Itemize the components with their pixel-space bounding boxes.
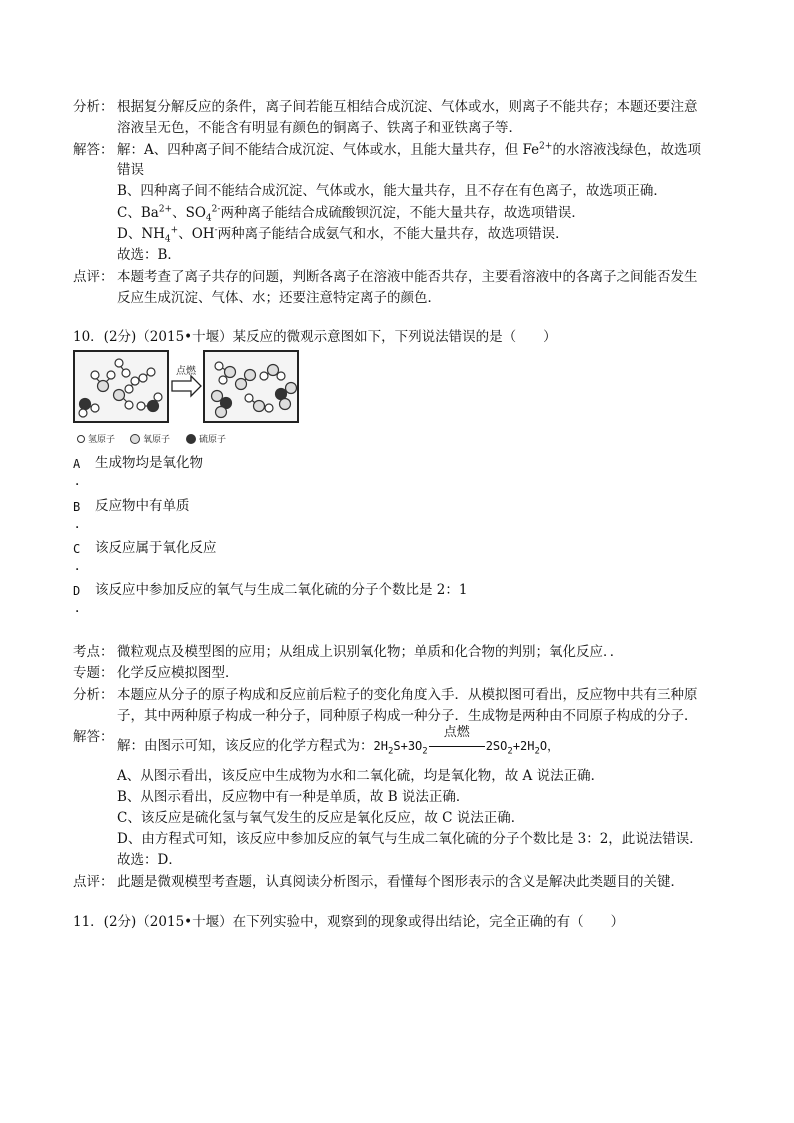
eq-condition: 点燃 (443, 725, 470, 740)
legend-hydrogen: 氢原子 (88, 435, 116, 445)
q10-answer-choice: 故选：D． (117, 852, 182, 868)
q10-zhuanti: 化学反应模拟图型． (117, 665, 239, 681)
q9-comment-line2: 反应生成沉淀、气体、水；还要注意特定离子的颜色． (117, 290, 441, 306)
q9-analysis-line1: 根据复分解反应的条件，离子间若能互相结合成沉淀、气体或水，则离子不能共存；本题还要注意 (117, 99, 698, 115)
q10-kaodian: 微粒观点及模型图的应用；从组成上识别氧化物；单质和化合物的判别；氧化反应．． (117, 644, 624, 660)
q10-kaodian-label: 考点： (73, 644, 114, 660)
q9-answer-c: C、$Ba^{2+}$、$SO_4^{2-}$两种离子能结合成硫酸钡沉淀，不能大量共存，故选项错误． (117, 204, 585, 224)
option-d-text: 该反应中参加反应的氧气与生成二氧化硫的分子个数比是 2：1 (95, 582, 468, 598)
option-a-letter: A (73, 457, 81, 471)
q10-answer-intro: 解：由图示可知，该反应的化学方程式为：$2H_2S+3O_2$ 点燃 $2SO_2+2H_2O$， (117, 725, 560, 757)
option-b-letter: B (73, 500, 81, 514)
q10-analysis-label: 分析： (73, 687, 114, 703)
q10-answer-label: 解答： (73, 729, 114, 745)
option-a-text: 生成物均是氧化物 (95, 455, 203, 471)
q9-analysis-label: 分析： (73, 99, 114, 115)
q9-answer-b: B、四种离子间不能结合成沉淀、气体或水，能大量共存，且不存在有色离子，故选项正确． (117, 183, 667, 199)
option-d-letter: D (73, 584, 81, 598)
q9-answer-a-cont: 错误 (117, 162, 144, 178)
q10-stem: 10．(2分)（2015•十堰）某反应的微观示意图如下，下列说法错误的是（ ） (73, 329, 557, 345)
q10-answer-a: A、从图示看出，该反应中生成物为水和二氧化硫，均是氧化物，故 A 说法正确． (117, 768, 605, 784)
option-d-dot: ． (75, 600, 89, 616)
option-c-letter: C (73, 542, 81, 556)
option-a-dot: ． (75, 473, 89, 489)
q10-answer-d: D、由方程式可知，该反应中参加反应的氧气与生成二氧化硫的分子个数比是 3：2，此说法错误． (117, 831, 703, 847)
q9-answer-a: 解：A、四种离子间不能结合成沉淀、气体或水，且能大量共存，但 $Fe^{2+}$的水溶液浅绿色，故选项 (117, 141, 701, 158)
q10-answer-b: B、从图示看出，反应物中有一种是单质，故 B 说法正确． (117, 789, 470, 805)
q9-analysis-line2: 溶液呈无色，不能含有明显有颜色的铜离子、铁离子和亚铁离子等． (117, 120, 522, 136)
q9-answer-choice: 故选：B． (117, 247, 181, 263)
q9-answer-label: 解答： (73, 142, 114, 158)
q10-analysis-line2: 子，其中两种原子构成一种分子，同种原子构成一种分子．生成物是两种由不同原子构成的分子． (117, 708, 698, 724)
reaction-arrow (172, 376, 201, 396)
option-c-text: 该反应属于氧化反应 (95, 540, 217, 556)
q10-zhuanti-label: 专题： (73, 665, 114, 681)
q10-analysis-line1: 本题应从分子的原子构成和反应前后粒子的变化角度入手．从模拟图可看出，反应物中共有三种原 (117, 687, 698, 703)
q9-comment-line1: 本题考查了离子共存的问题，判断各离子在溶液中能否共存，主要看溶液中的各离子之间能否发生 (117, 269, 698, 285)
arrow-label: 点燃 (176, 366, 196, 377)
legend-oxygen: 氧原子 (143, 435, 171, 445)
legend-sulfur: 硫原子 (199, 435, 227, 445)
q9-comment-label: 点评： (73, 269, 114, 285)
option-b-text: 反应物中有单质 (95, 498, 190, 514)
reaction-diagram (73, 350, 303, 450)
q11-stem: 11．(2分)（2015•十堰）在下列实验中，观察到的现象或得出结论，完全正确的有（ ） (73, 914, 625, 930)
q10-comment: 此题是微观模型考查题，认真阅读分析图示，看懂每个图形表示的含义是解决此类题目的关键． (117, 874, 684, 890)
option-c-dot: ． (75, 558, 89, 574)
chemical-equation: $2H_2S+3O_2$ 点燃 $2SO_2+2H_2O$， (373, 725, 560, 757)
q10-answer-c: C、该反应是硫化氢与氧气发生的反应是氧化反应，故 C 说法正确． (117, 810, 525, 826)
q10-comment-label: 点评： (73, 874, 114, 890)
option-b-dot: ． (75, 516, 89, 532)
q9-answer-d: D、$NH_4^+$、OH-两种离子能结合成氨气和水，不能大量共存，故选项错误． (117, 225, 569, 245)
